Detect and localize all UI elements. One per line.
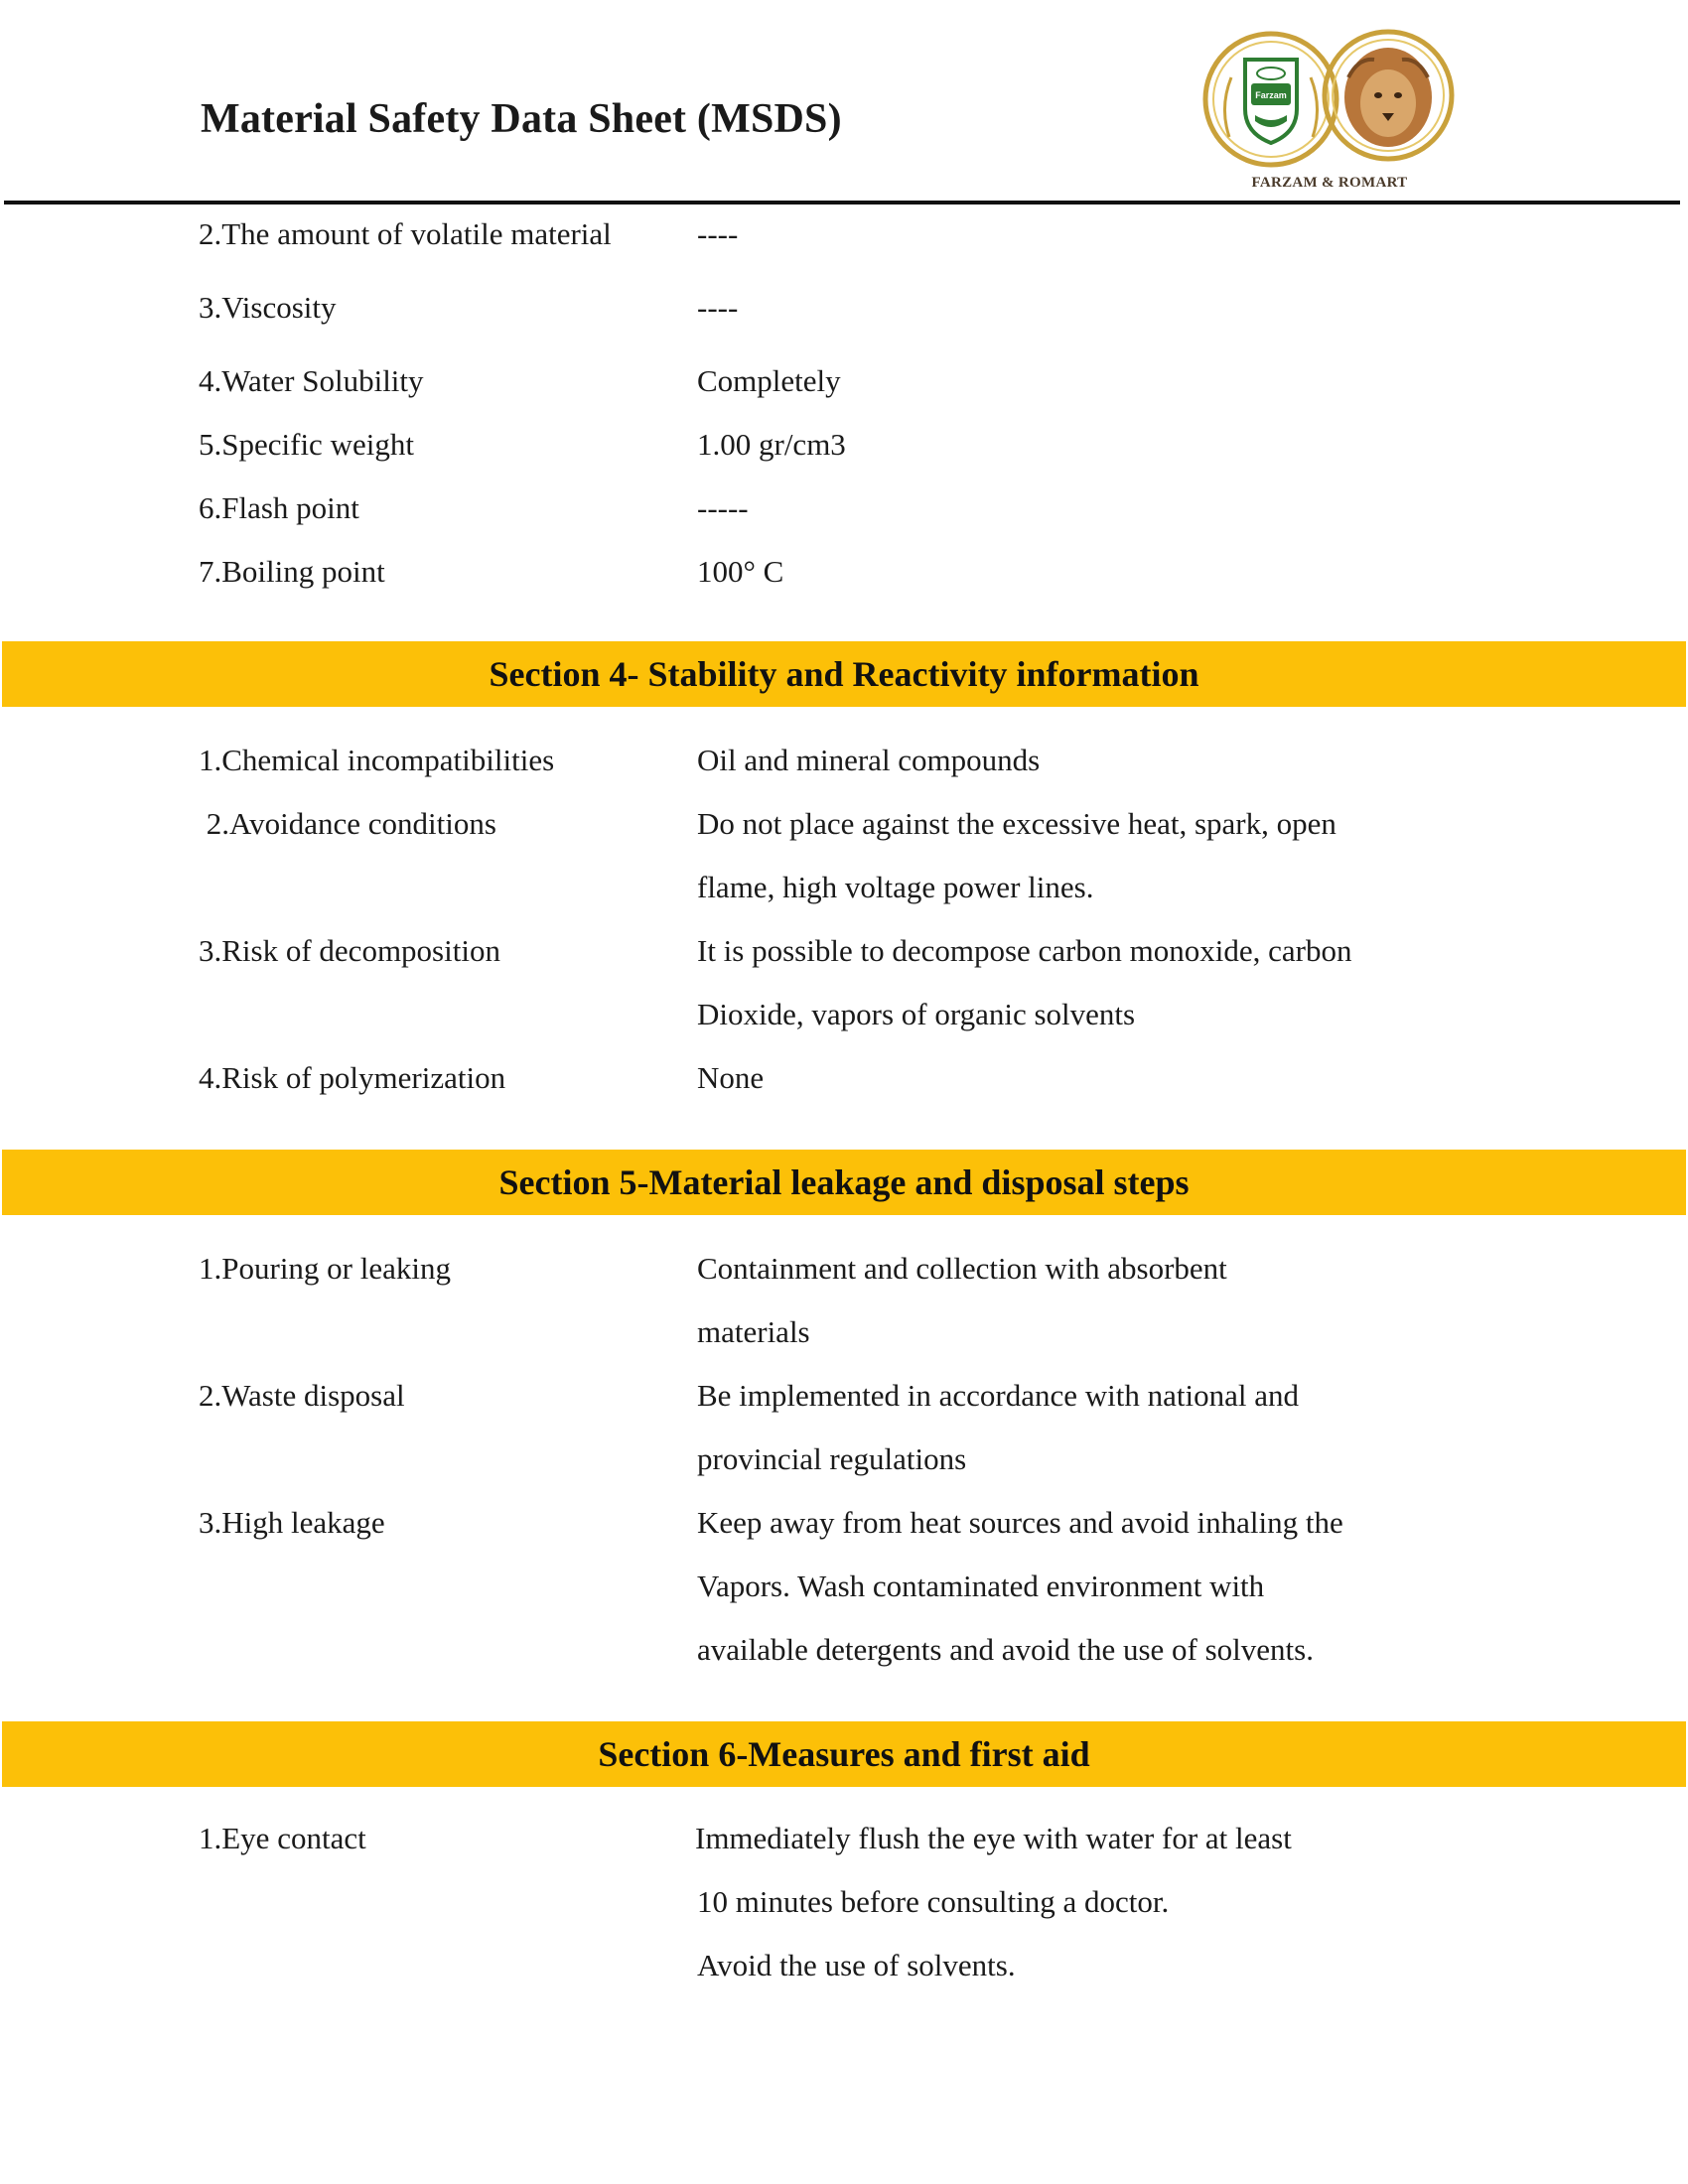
section5-row-value: materials [697, 1314, 810, 1349]
section-title: Section 5-Material leakage and disposal steps [498, 1162, 1190, 1202]
logo-badge-text: Farzam [1255, 90, 1287, 100]
property-label: 4.Water Solubility [199, 363, 424, 398]
section-6-header [2, 1721, 1686, 1787]
section-4-header [2, 641, 1686, 707]
section5-row-value: Be implemented in accordance with national and [697, 1378, 1299, 1413]
property-value: ---- [697, 216, 739, 251]
section-title: Section 6-Measures and first aid [598, 1734, 1090, 1774]
section-title: Section 4- Stability and Reactivity information [489, 654, 1199, 694]
property-label: 3.Viscosity [199, 290, 337, 325]
header-divider [4, 201, 1680, 205]
property-value: ----- [697, 490, 749, 525]
company-logo [1199, 18, 1460, 197]
section5-row-label: 1.Pouring or leaking [199, 1251, 451, 1286]
document-title: Material Safety Data Sheet (MSDS) [201, 96, 842, 142]
section4-row-value: Do not place against the excessive heat, spark, open [697, 806, 1336, 841]
section5-row-value: Containment and collection with absorbent [697, 1251, 1227, 1286]
section6-row-value: Avoid the use of solvents. [697, 1948, 1016, 1982]
logo-caption: FARZAM & ROMART [1251, 175, 1408, 191]
section5-row-value: provincial regulations [697, 1441, 967, 1476]
section5-row-value: Vapors. Wash contaminated environment with [697, 1569, 1265, 1603]
section5-row-value: available detergents and avoid the use of solvents. [697, 1632, 1314, 1667]
section-5-header [2, 1150, 1686, 1215]
property-label: 2.The amount of volatile material [199, 216, 612, 251]
section4-row-label: 2.Avoidance conditions [199, 806, 496, 841]
section4-row-label: 1.Chemical incompatibilities [199, 743, 555, 777]
property-value: ---- [697, 290, 739, 325]
section4-row-value: flame, high voltage power lines. [697, 870, 1094, 904]
section5-row-label: 2.Waste disposal [199, 1378, 405, 1413]
section6-row-label: 1.Eye contact [199, 1821, 366, 1855]
property-value: 100° C [697, 554, 784, 589]
section6-row-value: Immediately flush the eye with water for at least [695, 1821, 1292, 1855]
property-label: 6.Flash point [199, 490, 359, 525]
section5-row-label: 3.High leakage [199, 1505, 385, 1540]
section4-row-value: It is possible to decompose carbon monoxide, carbon [697, 933, 1352, 968]
section4-row-value: None [697, 1060, 765, 1095]
section5-row-value: Keep away from heat sources and avoid inhaling the [697, 1505, 1343, 1540]
logo-graphic [1199, 18, 1460, 197]
section6-row-value: 10 minutes before consulting a doctor. [697, 1884, 1170, 1919]
section4-row-label: 3.Risk of decomposition [199, 933, 500, 968]
section4-row-value: Dioxide, vapors of organic solvents [697, 997, 1136, 1031]
section4-row-label: 4.Risk of polymerization [199, 1060, 506, 1095]
property-value: 1.00 gr/cm3 [697, 427, 846, 462]
property-label: 5.Specific weight [199, 427, 414, 462]
property-label: 7.Boiling point [199, 554, 385, 589]
section4-row-value: Oil and mineral compounds [697, 743, 1041, 777]
property-value: Completely [697, 363, 841, 398]
